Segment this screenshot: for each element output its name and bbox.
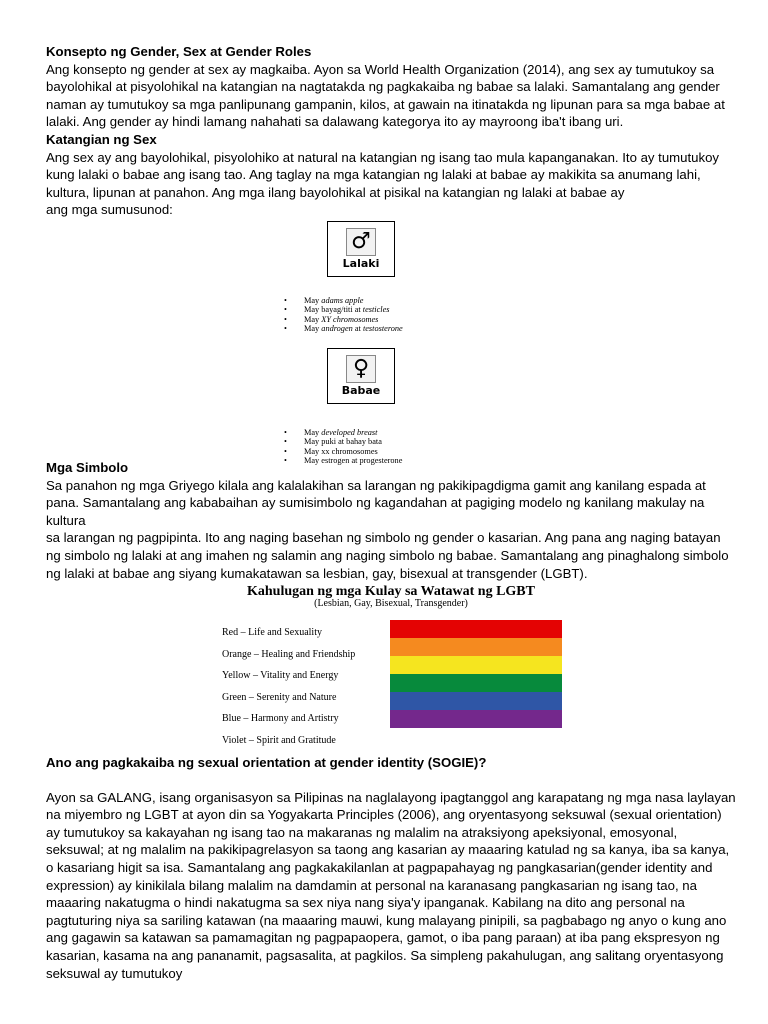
male-symbol-box — [327, 221, 395, 277]
list-item: • May puki at bahay bata — [284, 437, 402, 446]
paragraph-sex-characteristics-end: ang mga sumusunod: — [46, 202, 173, 218]
section-title-gender-concept: Konsepto ng Gender, Sex at Gender Roles — [46, 44, 312, 59]
list-item: • May developed breast — [284, 428, 402, 437]
color-meaning-yellow: Yellow – Vitality and Energy — [222, 670, 339, 682]
color-meaning-violet: Violet – Spirit and Gratitude — [222, 735, 336, 747]
section-title-sex-characteristics: Katangian ng Sex — [46, 131, 157, 147]
flag-stripe-red — [390, 620, 562, 638]
paragraph-symbols: Sa panahon ng mga Griyego kilala ang kalalakihan sa larangan ng pakikipagdigma gamit ang kanilang espada at pana. Samantalang ang kababaihan ay sumisimbolo ng kagandahan at pagiging modelo ng kanilang makulay na kultura — [46, 477, 706, 528]
male-symbol-icon: ♂ — [346, 228, 376, 256]
list-item: • May bayag/titi at testicles — [284, 305, 403, 314]
list-item: • May XY chromosomes — [284, 315, 403, 324]
paragraph-symbols-cont: sa larangan ng pagpipinta. Ito ang naging basehan ng simbolo ng gender o kasarian. Ang pana ang naging batayan ng simbolo ng lalaki at ang imahen ng salamin ang naging simbolo ng babae. Samantalang ang pinaghalong simbolo ng lalaki at babae ang siyang kumakatawan sa lesbian, gay, bisexual at transgender (LGBT). — [46, 530, 729, 581]
list-item: • May adams apple — [284, 296, 403, 305]
flag-figure-title: Kahulugan ng mga Kulay sa Watawat ng LGBT — [247, 584, 535, 600]
flag-stripe-orange — [390, 638, 562, 656]
document-page — [46, 43, 736, 982]
lgbt-flag-figure — [46, 584, 736, 754]
paragraph-sex-characteristics: Ang sex ay ang bayolohikal, pisyolohiko at natural na katangian ng isang tao mula kapanganakan. Ito ay tumutukoy kung lalaki o babae ang isang tao. Ang taglay na mga katangian ng lalaki at babae ay makikita sa anumang lahi, kultura, lipunan at panahon. Ang mga ilang bayolohikal at pisikal na katangian ng lalaki at babae ay — [46, 149, 720, 200]
female-symbol-icon: ♀ — [346, 355, 376, 383]
flag-stripe-violet — [390, 710, 562, 728]
flag-stripe-green — [390, 674, 562, 692]
list-item: • May xx chromosomes — [284, 447, 402, 456]
list-item: • May estrogen at progesterone — [284, 456, 402, 465]
color-meanings-list — [222, 622, 355, 752]
color-meaning-red: Red – Life and Sexuality — [222, 627, 322, 639]
color-meaning-green: Green – Serenity and Nature — [222, 691, 337, 703]
section-title-symbols: Mga Simbolo — [46, 459, 129, 475]
female-symbol-box — [327, 348, 395, 404]
flag-stripe-yellow — [390, 656, 562, 674]
sex-characteristics-figure — [46, 219, 736, 465]
color-meaning-blue: Blue – Harmony and Artistry — [222, 713, 339, 725]
paragraph-sogie: Ayon sa GALANG, isang organisasyon sa Pilipinas na naglalayong ipagtanggol ang karapatang ng mga nasa laylayan na miyembro ng LGBT at ayon din sa Yogyakarta Principles (2006), ang oryentasyong seksuwal (sexual orientation) ay tumutukoy sa kakayahan ng isang tao na makaranas ng malalim na atraksiyong apeksiyonal, emosyonal, seksuwal; at ng malalim na pakikipagrelasyon sa taong ang kasarian ay maaaring katulad ng sa kanya, iba sa kanya, o kasariang higit sa isa. Samantalang ang pagkakakilanlan at pagpapahayag ng pangkasarian(gender identity and expression) ay kinikilala bilang malalim na damdamin at personal na karanasang pangkasarian ng isang tao, na maaaring nakatugma o hindi nakatugma sa sex niya nang siya'y ipanganak. Kabilang na dito ang personal na pagtuturing niya sa sariling katawan (na maaaring mauwi, kung malayang pinipili, sa pagbabago ng anyo o kung ano ang gagawin sa katawan sa pamamagitan ng pagpapaopera, gamot, o iba pang paraan) at iba pang ekspresyon ng kasarian, kasama na ang pananamit, pagsasalita, at pagkilos. Sa simpleng pakahulugan, ang salitang oryentasyong seksuwal ay tumutukoy — [46, 789, 736, 981]
female-label: Babae — [341, 383, 381, 397]
male-traits-list — [284, 296, 403, 333]
male-label: Lalaki — [342, 256, 380, 270]
flag-figure-subtitle: (Lesbian, Gay, Bisexual, Transgender) — [314, 598, 468, 610]
flag-stripe-blue — [390, 692, 562, 710]
paragraph-gender-concept: Ang konsepto ng gender at sex ay magkaiba. Ayon sa World Health Organization (2014), ang sex ay tumutukoy sa bayolohikal at pisyolohikal na katangian na nagtatakda ng pagkakaiba ng babae sa lalaki. Samantalang ang gender naman ay tumutukoy sa mga panlipunang gampanin, kilos, at gawain na itinatakda ng lipunan para sa mga babae at lalaki. Ang gender ay hindi lamang nahahati sa dalawang kategorya ito ay mayroong iba't ibang uri. — [46, 61, 725, 130]
rainbow-flag — [390, 620, 562, 728]
female-traits-list — [284, 428, 402, 465]
list-item: • May androgen at testosterone — [284, 324, 403, 333]
color-meaning-orange: Orange – Healing and Friendship — [222, 648, 356, 660]
section-title-sogie: Ano ang pagkakaiba ng sexual orientation at gender identity (SOGIE)? — [46, 755, 487, 771]
